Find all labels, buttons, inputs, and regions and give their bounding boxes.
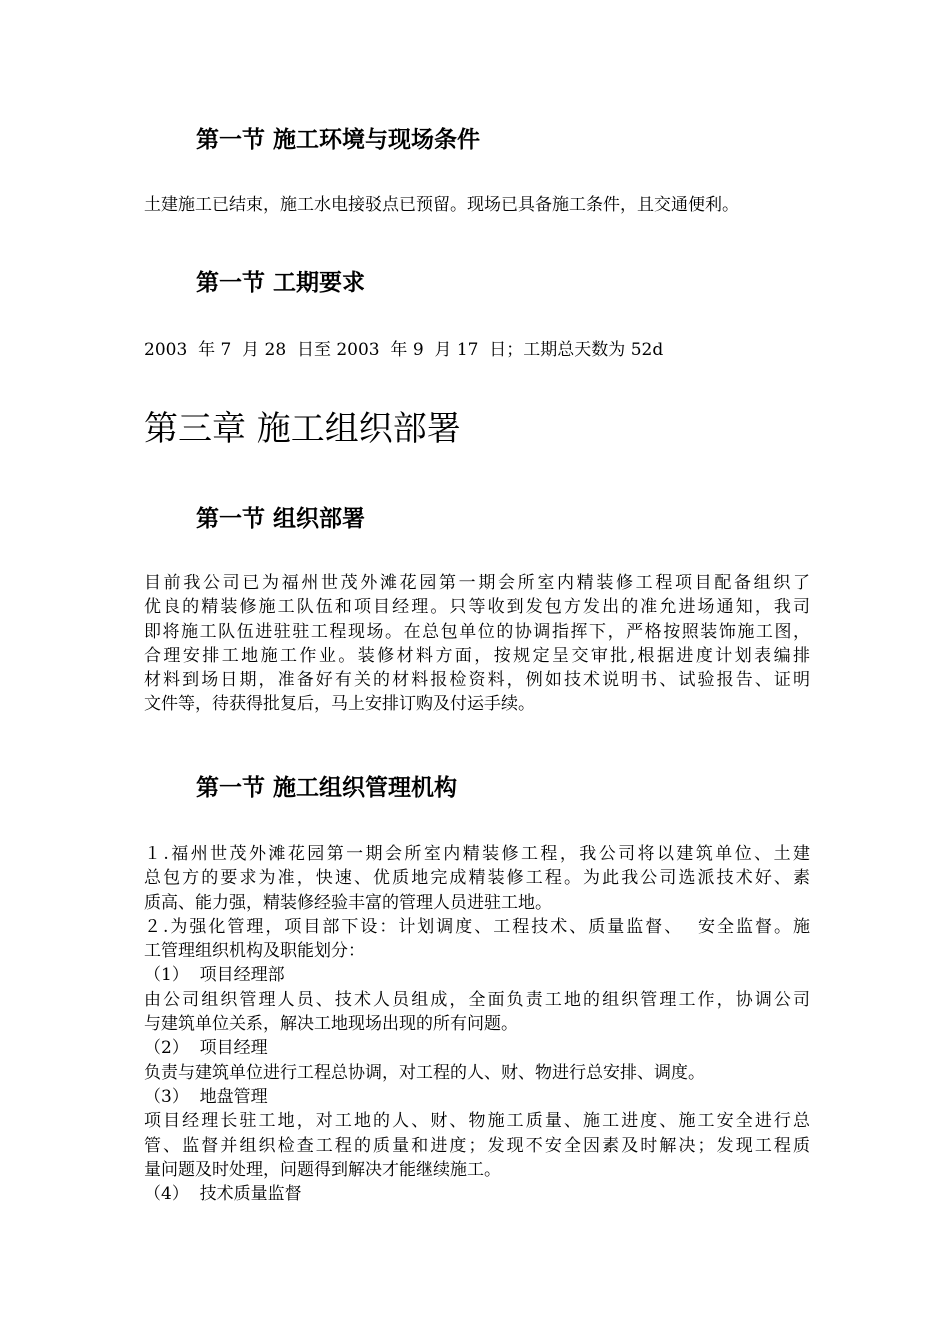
management-structure-body: [144, 842, 810, 1206]
management-line: 量问题及时处理，问题得到解决才能继续施工。: [144, 1159, 501, 1180]
chapter-title: 第三章 施工组织部署: [144, 409, 461, 449]
deployment-line: 即将施工队伍进驻驻工程现场。在总包单位的协调指挥下，严格按照装饰施工图，: [144, 621, 810, 642]
site-conditions-text: [144, 193, 824, 217]
deployment-line: 文件等，待获得批复后，马上安排订购及付运手续。: [144, 694, 535, 715]
deployment-paragraph: [144, 571, 810, 717]
deployment-line: 优良的精装修施工队伍和项目经理。只等收到发包方发出的准允进场通知，我司: [144, 597, 810, 618]
management-line: 管、监督并组织检查工程的质量和进度；发现不安全因素及时解决；发现工程质: [144, 1135, 810, 1156]
list-item-heading: （3） 地盘管理: [144, 1086, 268, 1107]
management-line: 由公司组织管理人员、技术人员组成，全面负责工地的组织管理工作，协调公司: [144, 989, 810, 1010]
list-item-heading: （1） 项目经理部: [144, 965, 285, 986]
list-item-heading: （2） 项目经理: [144, 1038, 268, 1059]
section-heading-schedule: 第一节 工期要求: [196, 270, 366, 296]
management-line: ２.为强化管理，项目部下设：计划调度、工程技术、质量监督、 安全监督。施: [144, 916, 810, 937]
management-line: 项目经理长驻工地，对工地的人、财、物施工质量、施工进度、施工安全进行总: [144, 1111, 810, 1132]
list-item-heading: （4） 技术质量监督: [144, 1184, 302, 1205]
management-line: 负责与建筑单位进行工程总协调，对工程的人、财、物进行总安排、调度。: [144, 1062, 705, 1083]
site-conditions-line: 土建施工已结束，施工水电接驳点已预留。现场已具备施工条件，且交通便利。: [144, 195, 739, 215]
deployment-line: 合理安排工地施工作业。装修材料方面，按规定呈交审批,根据进度计划表编排: [144, 645, 810, 666]
section-heading-site-conditions: 第一节 施工环境与现场条件: [196, 127, 481, 153]
schedule-line: 2003 年 7 月 28 日至 2003 年 9 月 17 日；工期总天数为 52d: [144, 340, 664, 360]
management-line: 与建筑单位关系，解决工地现场出现的所有问题。: [144, 1014, 518, 1035]
schedule-text: [144, 338, 810, 362]
management-line: 总包方的要求为准，快速、优质地完成精装修工程。为此我公司选派技术好、素: [144, 868, 810, 889]
management-line: １.福州世茂外滩花园第一期会所室内精装修工程，我公司将以建筑单位、土建: [144, 844, 810, 864]
section-heading-management-structure: 第一节 施工组织管理机构: [196, 775, 458, 801]
deployment-line: 目前我公司已为福州世茂外滩花园第一期会所室内精装修工程项目配备组织了: [144, 573, 810, 593]
management-line: 质高、能力强，精装修经验丰富的管理人员进驻工地。: [144, 892, 552, 913]
deployment-line: 材料到场日期，准备好有关的材料报检资料，例如技术说明书、试验报告、证明: [144, 670, 810, 691]
management-line: 工管理组织机构及职能划分：: [144, 941, 365, 962]
section-heading-deployment: 第一节 组织部署: [196, 506, 366, 532]
